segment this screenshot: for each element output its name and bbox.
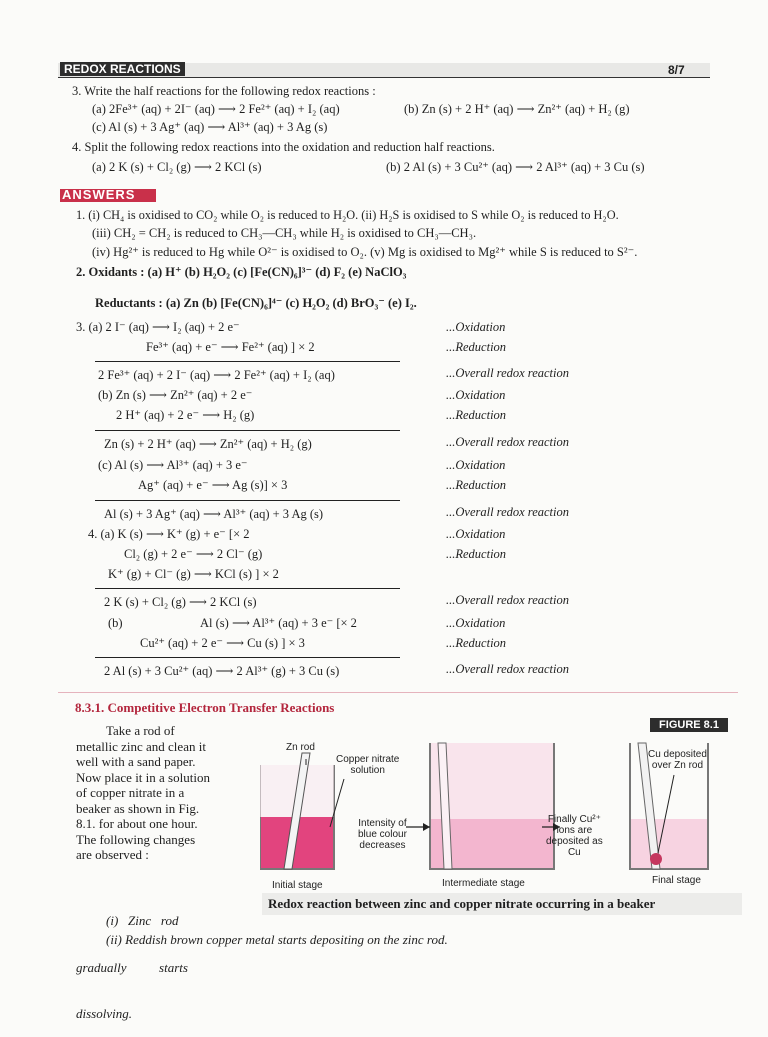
label-intermediate-stage: Intermediate stage xyxy=(442,878,525,889)
label-reduction: ...Reduction xyxy=(446,636,507,650)
label-line: blue colour xyxy=(358,829,407,840)
label-reduction: ...Reduction xyxy=(446,478,507,492)
divider xyxy=(95,430,400,431)
label-line: Intensity of xyxy=(358,818,407,829)
label-intensity xyxy=(358,818,407,851)
label-reduction: ...Reduction xyxy=(446,408,507,422)
paragraph-line: are observed : xyxy=(76,847,149,862)
answer-4b-line-2: Cu²⁺ (aq) + 2 e⁻ ⟶ Cu (s) ] × 3 xyxy=(140,636,305,650)
answer-4b-line-1: Al (s) ⟶ Al³⁺ (aq) + 3 e⁻ [× 2 xyxy=(200,616,357,630)
answer-4a-line-1: 4. (a) K (s) ⟶ K⁺ (g) + e⁻ [× 2 xyxy=(88,527,250,541)
answer-3b-line-2: 2 H⁺ (aq) + 2 e⁻ ⟶ H₂ (g) xyxy=(116,408,255,422)
answer-1-line-3: (iv) Hg²⁺ is reduced to Hg while O²⁻ is oxidised to O₂. (v) Mg is oxidised to Mg²⁺ while S is reduced to S²⁻. xyxy=(92,245,638,259)
chapter-title: REDOX REACTIONS xyxy=(60,62,185,76)
answer-3c-line-2: Ag⁺ (aq) + e⁻ ⟶ Ag (s)] × 3 xyxy=(138,478,288,492)
answer-4b-label: (b) xyxy=(108,616,123,630)
paragraph-line: of copper nitrate in a xyxy=(76,785,185,800)
beaker-intermediate xyxy=(430,743,554,869)
label-overall: ...Overall redox reaction xyxy=(446,505,569,519)
label-finally xyxy=(546,814,603,858)
page-number: 8/7 xyxy=(668,63,685,77)
answer-3b-overall: Zn (s) + 2 H⁺ (aq) ⟶ Zn²⁺ (aq) + H₂ (g) xyxy=(104,437,312,451)
label-oxidation: ...Oxidation xyxy=(446,616,506,630)
answer-4a-overall: 2 K (s) + Cl₂ (g) ⟶ 2 KCl (s) xyxy=(104,595,257,609)
label-line: Cu xyxy=(567,847,581,858)
answer-3b-line-1: (b) Zn (s) ⟶ Zn²⁺ (aq) + 2 e⁻ xyxy=(98,388,253,402)
answer-3c-overall: Al (s) + 3 Ag⁺ (aq) ⟶ Al³⁺ (aq) + 3 Ag (s) xyxy=(104,507,324,521)
question-3-title: 3. Write the half reactions for the following redox reactions : xyxy=(72,84,376,98)
label-oxidation: ...Oxidation xyxy=(446,320,506,334)
paragraph-line: beaker as shown in Fig. xyxy=(76,800,200,816)
label-overall: ...Overall redox reaction xyxy=(446,366,569,380)
observation-line: gradually starts xyxy=(76,959,188,975)
label-overall: ...Overall redox reaction xyxy=(446,593,569,607)
observation-line: (i) Zinc rod xyxy=(106,913,179,928)
paragraph-line: The following changes xyxy=(76,831,196,847)
observation-1 xyxy=(76,882,188,1037)
label-line: over Zn rod xyxy=(651,760,704,771)
answer-2-reductants: Reductants : (a) Zn (b) [Fe(CN)₆]⁴⁻ (c) H₂O₂ (d) BrO₃⁻ (e) I₂. xyxy=(95,296,417,310)
paragraph-line: well with a sand paper. xyxy=(76,754,196,769)
label-reduction: ...Reduction xyxy=(446,547,507,561)
figure-label: FIGURE 8.1 xyxy=(650,718,728,732)
answer-4b-overall: 2 Al (s) + 3 Cu²⁺ (aq) ⟶ 2 Al³⁺ (g) + 3 Cu (s) xyxy=(104,664,340,678)
paragraph-line: metallic zinc and clean it xyxy=(76,738,206,754)
label-oxidation: ...Oxidation xyxy=(446,527,506,541)
section-divider xyxy=(58,692,738,693)
label-overall: ...Overall redox reaction xyxy=(446,435,569,449)
label-cu-deposited xyxy=(648,749,707,771)
paragraph-line: Now place it in a solution xyxy=(76,769,210,785)
answer-3a-overall: 2 Fe³⁺ (aq) + 2 I⁻ (aq) ⟶ 2 Fe²⁺ (aq) + I₂ (aq) xyxy=(98,368,335,382)
divider xyxy=(95,500,400,501)
answer-3a-line-2: Fe³⁺ (aq) + e⁻ ⟶ Fe²⁺ (aq) ] × 2 xyxy=(146,340,315,354)
label-line: ions are xyxy=(556,825,593,836)
figure-caption: Redox reaction between zinc and copper nitrate occurring in a beaker xyxy=(262,893,742,915)
question-4a: (a) 2 K (s) + Cl₂ (g) ⟶ 2 KCl (s) xyxy=(92,160,262,174)
answer-1-line-1: 1. (i) CH₄ is oxidised to CO₂ while O₂ is reduced to H₂O. (ii) H₂S is oxidised to S while O₂ is reduced to H₂O. xyxy=(76,208,619,222)
question-3b: (b) Zn (s) + 2 H⁺ (aq) ⟶ Zn²⁺ (aq) + H₂ (g) xyxy=(404,102,630,116)
question-3a: (a) 2Fe³⁺ (aq) + 2I⁻ (aq) ⟶ 2 Fe²⁺ (aq) + I₂ (aq) xyxy=(92,102,340,116)
answer-3c-line-1: (c) Al (s) ⟶ Al³⁺ (aq) + 3 e⁻ xyxy=(98,458,248,472)
divider xyxy=(95,361,400,362)
label-initial-stage: Initial stage xyxy=(272,880,323,891)
label-line: solution xyxy=(350,765,385,776)
question-3c: (c) Al (s) + 3 Ag⁺ (aq) ⟶ Al³⁺ (aq) + 3 Ag (s) xyxy=(92,120,328,134)
answers-heading: ANSWERS xyxy=(62,187,136,202)
paragraph-line: Take a rod of xyxy=(106,723,175,738)
label-line: deposited as xyxy=(546,836,603,847)
observation-2: (ii) Reddish brown copper metal starts depositing on the zinc rod. xyxy=(106,932,448,947)
paragraph-line: 8.1. for about one hour. xyxy=(76,816,198,831)
divider xyxy=(95,588,400,589)
answer-4a-line-2: Cl₂ (g) + 2 e⁻ ⟶ 2 Cl⁻ (g) xyxy=(124,547,263,561)
answer-2-oxidants: 2. Oxidants : (a) H⁺ (b) H₂O₂ (c) [Fe(CN)₆]³⁻ (d) F₂ (e) NaClO₃ xyxy=(76,265,407,279)
section-paragraph xyxy=(76,723,210,863)
label-reduction: ...Reduction xyxy=(446,340,507,354)
label-line: decreases xyxy=(359,840,406,851)
answer-4a-line-3: K⁺ (g) + Cl⁻ (g) ⟶ KCl (s) ] × 2 xyxy=(108,567,279,581)
label-final-stage: Final stage xyxy=(652,875,701,886)
divider xyxy=(95,657,400,658)
label-line: Cu deposited xyxy=(648,749,707,760)
answer-3a-line-1: 3. (a) 2 I⁻ (aq) ⟶ I₂ (aq) + 2 e⁻ xyxy=(76,320,240,334)
question-4-title: 4. Split the following redox reactions into the oxidation and reduction half reactions. xyxy=(72,140,495,154)
label-copper-nitrate xyxy=(336,754,399,776)
label-oxidation: ...Oxidation xyxy=(446,458,506,472)
label-zn-rod: Zn rod xyxy=(286,742,315,753)
section-title: 8.3.1. Competitive Electron Transfer Reactions xyxy=(75,700,335,715)
label-line: Copper nitrate xyxy=(336,754,400,765)
label-line: Finally Cu²⁺ xyxy=(547,814,601,825)
observation-line: dissolving. xyxy=(76,1006,132,1021)
question-4b: (b) 2 Al (s) + 3 Cu²⁺ (aq) ⟶ 2 Al³⁺ (aq) + 3 Cu (s) xyxy=(386,160,645,174)
label-overall: ...Overall redox reaction xyxy=(446,662,569,676)
answer-1-line-2: (iii) CH₂ = CH₂ is reduced to CH₃—CH₃ while H₂ is oxidised to CH₃—CH₃. xyxy=(92,226,477,240)
label-oxidation: ...Oxidation xyxy=(446,388,506,402)
